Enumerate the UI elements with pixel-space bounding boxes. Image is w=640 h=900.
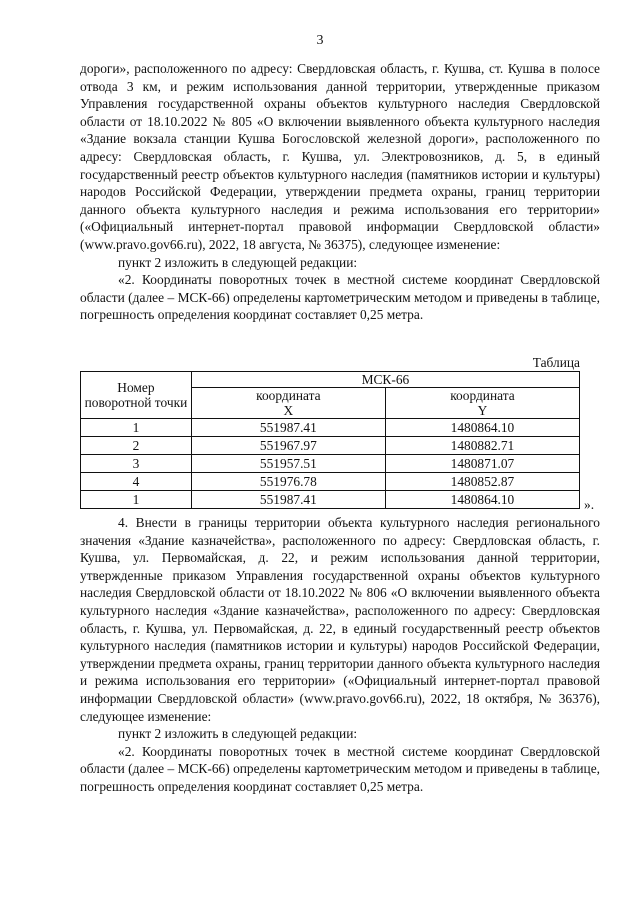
table-caption: Таблица <box>532 355 580 370</box>
paragraph-item-4: 4. Внести в границы территории объекта культурного наследия регионального значения «Здание казначейства», расположенного по адресу: Свердловская область, г. Кушва, ул. Первомайская, д. 22, и режим использования данной территории, утвержденные приказом Управления государственной охраны объектов культурного наследия Свердловской области от 18.10.2022 № 806 «О включении выявленного объекта культурного наследия «Здание казначейства», расположенного по адресу: Свердловская область, г. Кушва, ул. Первомайская, д. 22, в единый государственный реестр объектов культурного наследия (памятников истории и культуры) народов Российской Федерации, утверждении предмета охраны, границ территории данного объекта культурного наследия и режима использования его территории» («Официальный интернет-портал правовой информации Свердловской области» (www.pravo.gov66.ru), 2022, 18 октября, № 36376), следующее изменение: <box>80 515 600 724</box>
text-block-bottom <box>80 514 600 796</box>
header-x-label: координата <box>256 388 321 403</box>
cell-point: 1 <box>81 419 192 437</box>
point2-intro: пункт 2 изложить в следующей редакции: <box>118 726 358 742</box>
cell-x: 551967.97 <box>191 437 385 455</box>
page-number: 3 <box>316 33 324 48</box>
table-closing-mark: ». <box>584 497 595 512</box>
table-row <box>81 437 580 455</box>
paragraph-continuation: дороги», расположенного по адресу: Свердловская область, г. Кушва, ст. Кушва в полосе отвода 3 км, и режим использования данной территории, утвержденные приказом Управления государственной охраны объектов культурного наследия Свердловской области от 18.10.2022 № 805 «О включении выявленного объекта культурного наследия «Здание вокзала станции Кушва Богословской железной дороги», расположенного по адресу: Свердловская область, г. Кушва, ул. Электровозников, д. 5, в единый государственный реестр объектов культурного наследия (памятников истории и культуры) народов Российской Федерации, утверждении предмета охраны, границ территории данного объекта культурного наследия и режима использования его территории» («Официальный интернет-портал правовой информации Свердловской области» (www.pravo.gov66.ru), 2022, 18 августа, № 36375), следующее изменение: <box>80 61 600 252</box>
header-coordinate-system: МСК-66 <box>191 372 579 388</box>
cell-x: 551957.51 <box>191 455 385 473</box>
cell-point: 2 <box>81 437 192 455</box>
cell-y: 1480864.10 <box>385 491 579 509</box>
header-y <box>385 388 579 419</box>
point2-intro: пункт 2 изложить в следующей редакции: <box>118 254 358 270</box>
text-block-top <box>80 60 600 324</box>
cell-y: 1480882.71 <box>385 437 579 455</box>
cell-x: 551987.41 <box>191 491 385 509</box>
cell-x: 551976.78 <box>191 473 385 491</box>
cell-x: 551987.41 <box>191 419 385 437</box>
cell-y: 1480852.87 <box>385 473 579 491</box>
table-row <box>81 455 580 473</box>
table-row <box>81 419 580 437</box>
coordinates-table <box>80 371 580 509</box>
cell-point: 1 <box>81 491 192 509</box>
table-row <box>81 491 580 509</box>
table-row <box>81 473 580 491</box>
header-y-label: координата <box>450 388 515 403</box>
header-point-number: Номер поворотной точки <box>81 372 192 419</box>
cell-y: 1480864.10 <box>385 419 579 437</box>
header-x <box>191 388 385 419</box>
cell-point: 3 <box>81 455 192 473</box>
cell-point: 4 <box>81 473 192 491</box>
cell-y: 1480871.07 <box>385 455 579 473</box>
header-x-axis: X <box>283 403 294 418</box>
point2-text: «2. Координаты поворотных точек в местной системе координат Свердловской области (далее – МСК-66) определены картометрическим методом и приведены в таблице, погрешность определения координат составляет 0,25 метра. <box>80 743 600 794</box>
point2-text: «2. Координаты поворотных точек в местной системе координат Свердловской области (далее – МСК-66) определены картометрическим методом и приведены в таблице, погрешность определения координат составляет 0,25 метра. <box>80 272 600 323</box>
header-y-axis: Y <box>477 403 488 418</box>
